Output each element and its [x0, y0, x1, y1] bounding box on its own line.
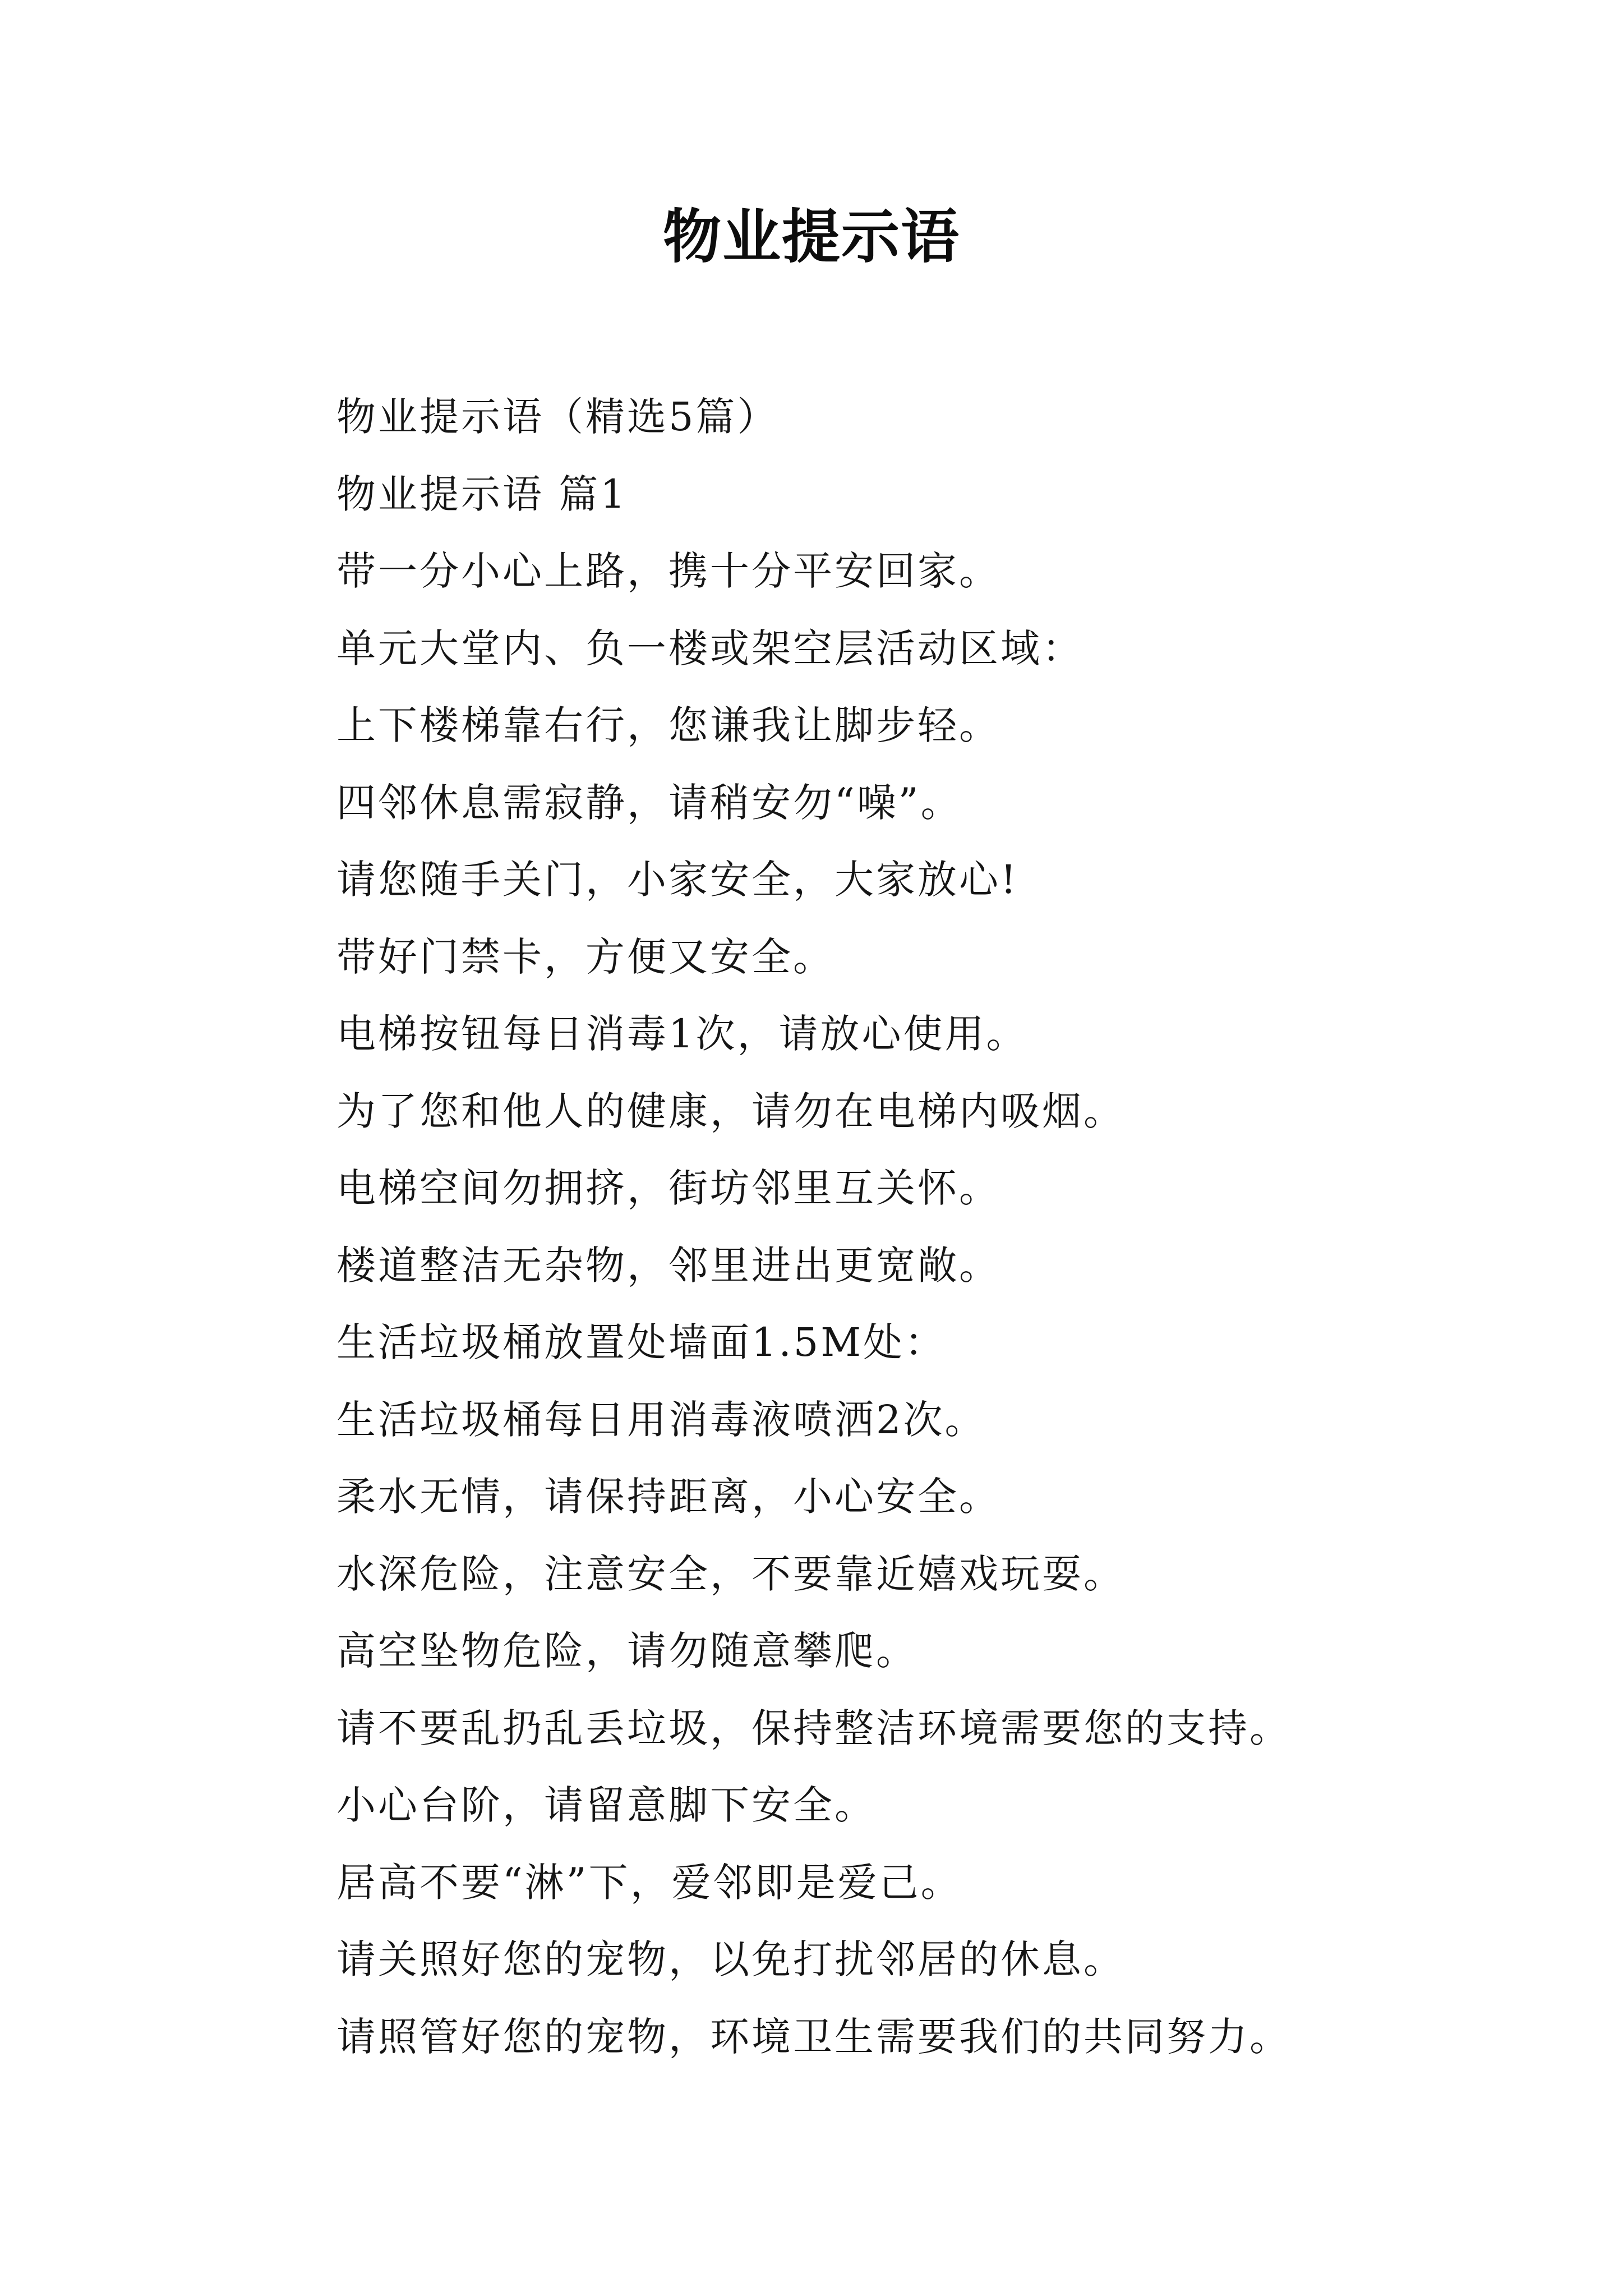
text-line: 带一分小心上路，携十分平安回家。	[336, 548, 1000, 594]
document-body	[336, 379, 1542, 2076]
text-line: 电梯按钮每日消毒1次，请放心使用。	[336, 1011, 1028, 1057]
text-line: 楼道整洁无杂物，邻里进出更宽敞。	[336, 1242, 1000, 1289]
text-line: 小心台阶，请留意脚下安全。	[336, 1782, 876, 1828]
text-line: 请照管好您的宠物，环境卫生需要我们的共同努力。	[336, 2013, 1291, 2060]
text-line: 请您随手关门，小家安全，大家放心!	[336, 857, 1019, 903]
text-line: 水深危险，注意安全，不要靠近嬉戏玩耍。	[336, 1550, 1125, 1597]
text-line: 物业提示语（精选5篇）	[336, 394, 779, 440]
text-line: 居高不要“淋”下，爱邻即是爱己。	[336, 1859, 962, 1906]
text-line: 上下楼梯靠右行，您谦我让脚步轻。	[336, 702, 1000, 748]
text-line: 生活垃圾桶每日用消毒液喷洒2次。	[336, 1396, 986, 1443]
text-line: 为了您和他人的健康，请勿在电梯内吸烟。	[336, 1088, 1125, 1134]
text-line: 柔水无情，请保持距离，小心安全。	[336, 1474, 1000, 1520]
text-line: 高空坠物危险，请勿随意攀爬。	[336, 1628, 917, 1674]
text-line: 电梯空间勿拥挤，街坊邻里互关怀。	[336, 1165, 1000, 1211]
document-title: 物业提示语	[662, 202, 960, 271]
text-line: 单元大堂内、负一楼或架空层活动区域：	[336, 625, 1083, 671]
text-line: 物业提示语 篇1	[336, 471, 628, 517]
text-line: 生活垃圾桶放置处墙面1.5M处：	[336, 1319, 946, 1365]
text-line: 四邻休息需寂静，请稍安勿“噪”。	[336, 779, 962, 826]
text-line: 请关照好您的宠物，以免打扰邻居的休息。	[336, 1936, 1125, 1982]
text-line: 带好门禁卡，方便又安全。	[336, 933, 834, 980]
text-line: 请不要乱扔乱丢垃圾，保持整洁环境需要您的支持。	[336, 1705, 1291, 1751]
